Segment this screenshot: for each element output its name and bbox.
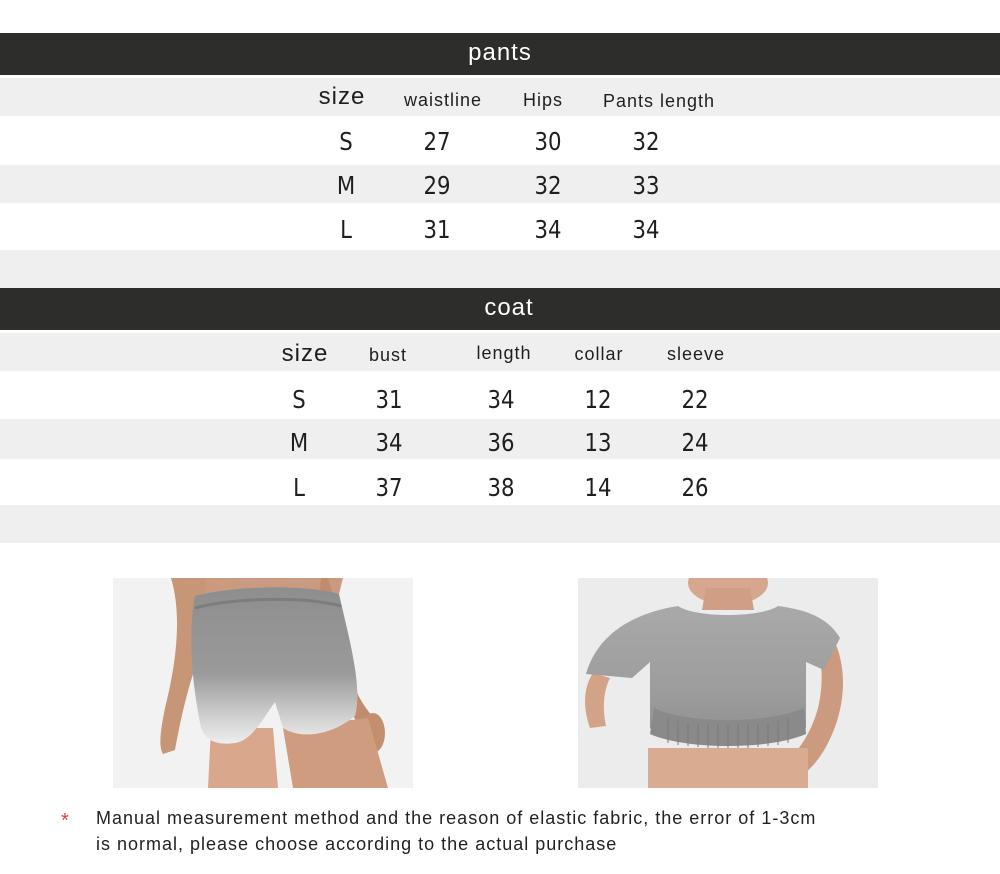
coat-header-collar: collar — [574, 344, 624, 364]
pants-waistline: 27 — [423, 127, 451, 156]
pants-hips: 30 — [534, 127, 562, 156]
pants-waistline: 29 — [423, 171, 451, 200]
pants-hips: 34 — [534, 215, 562, 244]
pants-waistline: 31 — [423, 215, 451, 244]
coat-length: 38 — [487, 473, 515, 502]
pants-size: S — [339, 127, 353, 156]
pants-hips: 32 — [534, 171, 562, 200]
coat-size: L — [293, 473, 305, 502]
pants-header-size: size — [318, 83, 366, 110]
coat-title: coat — [484, 294, 534, 321]
coat-bust: 37 — [375, 473, 403, 502]
measurement-note — [96, 805, 936, 857]
coat-bust: 34 — [375, 428, 403, 457]
pants-size: L — [340, 215, 352, 244]
table-spacer — [0, 250, 1000, 288]
pants-length: 33 — [632, 171, 660, 200]
coat-header-bust: bust — [368, 345, 408, 365]
note-line-1: Manual measurement method and the reason of elastic fabric, the error of 1-3cm — [96, 808, 817, 828]
table-row — [0, 122, 1000, 162]
table-spacer — [0, 505, 1000, 543]
pants-header-row — [0, 78, 1000, 116]
note-line-2: is normal, please choose according to the actual purchase — [96, 834, 618, 854]
gray-crop-top-photo — [578, 578, 878, 788]
coat-length: 36 — [487, 428, 515, 457]
coat-sleeve: 26 — [681, 473, 709, 502]
pants-title-bar — [0, 33, 1000, 75]
gray-shorts-photo — [113, 578, 413, 788]
coat-collar: 13 — [584, 428, 612, 457]
coat-header-size: size — [281, 340, 329, 367]
table-row — [0, 208, 1000, 248]
pants-length: 34 — [632, 215, 660, 244]
coat-length: 34 — [487, 385, 515, 414]
coat-title-bar — [0, 288, 1000, 330]
pants-title: pants — [468, 39, 532, 66]
crop-top-illustration — [578, 578, 878, 788]
pants-header-waistline: waistline — [403, 90, 483, 110]
pants-length: 32 — [632, 127, 660, 156]
table-row — [0, 419, 1000, 459]
pants-header-hips: Hips — [522, 90, 564, 110]
pants-size: M — [336, 171, 356, 200]
coat-header-row — [0, 333, 1000, 371]
asterisk-icon: * — [61, 810, 69, 832]
shorts-illustration — [113, 578, 413, 788]
coat-collar: 14 — [584, 473, 612, 502]
coat-sleeve: 24 — [681, 428, 709, 457]
table-row — [0, 165, 1000, 203]
coat-header-length: length — [476, 343, 532, 363]
table-row — [0, 375, 1000, 417]
coat-bust: 31 — [375, 385, 403, 414]
coat-size: S — [292, 385, 306, 414]
coat-header-sleeve: sleeve — [666, 344, 726, 364]
pants-header-length: Pants length — [602, 91, 716, 111]
coat-size: M — [289, 428, 309, 457]
coat-collar: 12 — [584, 385, 612, 414]
coat-sleeve: 22 — [681, 385, 709, 414]
table-row — [0, 462, 1000, 504]
